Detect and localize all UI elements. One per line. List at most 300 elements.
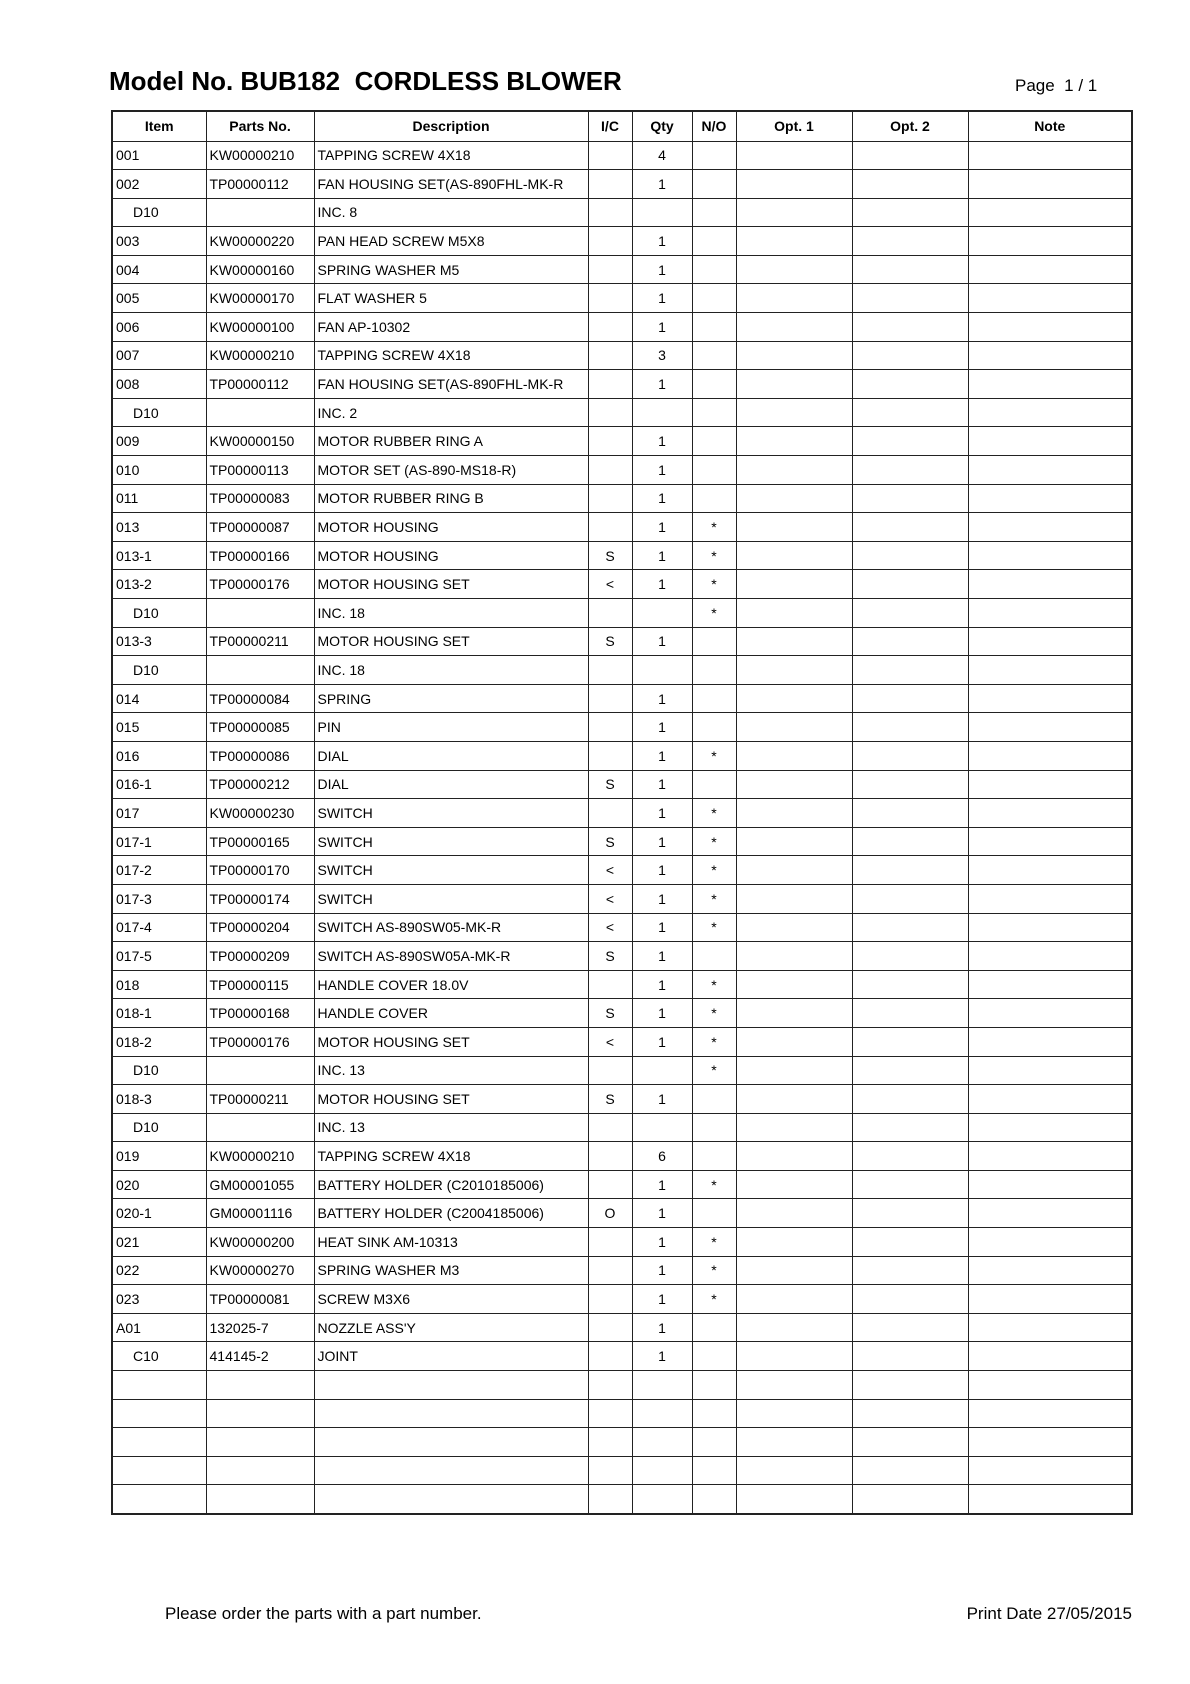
item-cell: 017-2 (112, 856, 206, 885)
qty-cell: 4 (632, 141, 692, 170)
description-cell: MOTOR RUBBER RING B (314, 484, 588, 513)
note-cell (968, 370, 1132, 399)
ic-cell (588, 141, 632, 170)
note-cell (968, 627, 1132, 656)
qty-cell: 1 (632, 942, 692, 971)
note-cell (968, 427, 1132, 456)
table-row (112, 1085, 1132, 1114)
opt2-cell (852, 1285, 968, 1314)
no-cell: * (692, 1056, 736, 1085)
item-cell: 020 (112, 1170, 206, 1199)
description-cell: SPRING WASHER M3 (314, 1256, 588, 1285)
parts-no-cell: 132025-7 (206, 1313, 314, 1342)
item-cell: 020-1 (112, 1199, 206, 1228)
description-cell: TAPPING SCREW 4X18 (314, 141, 588, 170)
opt1-cell (736, 770, 852, 799)
ic-cell: < (588, 913, 632, 942)
parts-no-cell (206, 1113, 314, 1142)
opt1-cell (736, 570, 852, 599)
no-cell (692, 227, 736, 256)
opt2-cell (852, 942, 968, 971)
qty-cell: 1 (632, 827, 692, 856)
qty-cell: 1 (632, 913, 692, 942)
opt2-cell (852, 827, 968, 856)
ic-cell (588, 1285, 632, 1314)
opt2-cell (852, 799, 968, 828)
item-cell: 018-3 (112, 1085, 206, 1114)
parts-no-cell: KW00000210 (206, 341, 314, 370)
table-row (112, 827, 1132, 856)
table-row (112, 1485, 1132, 1514)
item-cell: 017-3 (112, 884, 206, 913)
ic-cell: < (588, 1027, 632, 1056)
qty-cell (632, 656, 692, 685)
description-cell: HANDLE COVER 18.0V (314, 970, 588, 999)
description-cell: INC. 13 (314, 1056, 588, 1085)
item-cell: 013-1 (112, 541, 206, 570)
qty-cell: 1 (632, 970, 692, 999)
table-row (112, 570, 1132, 599)
description-cell: SWITCH (314, 884, 588, 913)
parts-no-cell: GM00001116 (206, 1199, 314, 1228)
order-note: Please order the parts with a part number. (165, 1604, 482, 1623)
description-cell: JOINT (314, 1342, 588, 1371)
qty-cell: 1 (632, 427, 692, 456)
description-cell: FAN HOUSING SET(AS-890FHL-MK-R (314, 370, 588, 399)
no-cell: * (692, 1170, 736, 1199)
item-cell: D10 (112, 1056, 206, 1085)
parts-no-cell: TP00000166 (206, 541, 314, 570)
description-cell: SWITCH (314, 827, 588, 856)
opt2-cell (852, 541, 968, 570)
opt2-cell (852, 456, 968, 485)
item-cell: 021 (112, 1228, 206, 1257)
parts-no-cell: TP00000112 (206, 170, 314, 199)
opt1-cell (736, 741, 852, 770)
ic-cell: S (588, 770, 632, 799)
description-cell (314, 1428, 588, 1457)
parts-no-cell: TP00000081 (206, 1285, 314, 1314)
parts-no-cell: KW00000210 (206, 141, 314, 170)
qty-cell (632, 198, 692, 227)
item-cell: 013 (112, 513, 206, 542)
qty-cell (632, 599, 692, 628)
opt1-cell (736, 970, 852, 999)
description-cell: DIAL (314, 770, 588, 799)
parts-no-cell: TP00000174 (206, 884, 314, 913)
opt1-cell (736, 541, 852, 570)
no-cell (692, 456, 736, 485)
parts-no-cell (206, 1428, 314, 1457)
no-cell (692, 656, 736, 685)
ic-cell: S (588, 999, 632, 1028)
description-cell: INC. 13 (314, 1113, 588, 1142)
ic-cell: < (588, 570, 632, 599)
note-cell (968, 1313, 1132, 1342)
item-cell: 013-3 (112, 627, 206, 656)
parts-no-cell: KW00000150 (206, 427, 314, 456)
opt1-cell (736, 1170, 852, 1199)
opt1-cell (736, 1142, 852, 1171)
qty-cell: 1 (632, 1342, 692, 1371)
opt2-cell (852, 227, 968, 256)
parts-no-cell: TP00000115 (206, 970, 314, 999)
header-row (112, 111, 1132, 141)
table-row (112, 1399, 1132, 1428)
table-row (112, 913, 1132, 942)
parts-no-cell: KW00000230 (206, 799, 314, 828)
opt2-cell (852, 599, 968, 628)
opt2-cell (852, 398, 968, 427)
ic-cell (588, 1342, 632, 1371)
note-cell (968, 856, 1132, 885)
table-row (112, 1170, 1132, 1199)
col-header-opt1: Opt. 1 (736, 111, 852, 141)
opt2-cell (852, 370, 968, 399)
qty-cell: 1 (632, 570, 692, 599)
no-cell: * (692, 999, 736, 1028)
opt2-cell (852, 770, 968, 799)
description-cell: PAN HEAD SCREW M5X8 (314, 227, 588, 256)
qty-cell (632, 1428, 692, 1457)
opt2-cell (852, 1170, 968, 1199)
no-cell (692, 1371, 736, 1400)
ic-cell (588, 170, 632, 199)
item-cell: 017-1 (112, 827, 206, 856)
parts-no-cell (206, 1056, 314, 1085)
table-row (112, 513, 1132, 542)
opt1-cell (736, 398, 852, 427)
no-cell (692, 1113, 736, 1142)
opt2-cell (852, 741, 968, 770)
table-row (112, 713, 1132, 742)
item-cell: 022 (112, 1256, 206, 1285)
ic-cell: < (588, 884, 632, 913)
no-cell (692, 1313, 736, 1342)
parts-no-cell: TP00000176 (206, 570, 314, 599)
no-cell (692, 141, 736, 170)
note-cell (968, 1428, 1132, 1457)
ic-cell (588, 456, 632, 485)
ic-cell: S (588, 627, 632, 656)
note-cell (968, 1142, 1132, 1171)
description-cell (314, 1399, 588, 1428)
col-header-description: Description (314, 111, 588, 141)
parts-no-cell: TP00000112 (206, 370, 314, 399)
opt2-cell (852, 1056, 968, 1085)
qty-cell: 3 (632, 341, 692, 370)
opt1-cell (736, 656, 852, 685)
qty-cell: 1 (632, 170, 692, 199)
qty-cell: 1 (632, 999, 692, 1028)
opt1-cell (736, 1313, 852, 1342)
table-row (112, 1056, 1132, 1085)
table-row (112, 856, 1132, 885)
item-cell: 017-5 (112, 942, 206, 971)
table-row (112, 1428, 1132, 1457)
parts-no-cell (206, 398, 314, 427)
table-row (112, 1285, 1132, 1314)
table-row (112, 884, 1132, 913)
no-cell: * (692, 913, 736, 942)
description-cell: BATTERY HOLDER (C2004185006) (314, 1199, 588, 1228)
description-cell: SCREW M3X6 (314, 1285, 588, 1314)
table-row (112, 427, 1132, 456)
opt1-cell (736, 1228, 852, 1257)
ic-cell: S (588, 827, 632, 856)
parts-no-cell: TP00000204 (206, 913, 314, 942)
opt1-cell (736, 1428, 852, 1457)
opt1-cell (736, 1485, 852, 1514)
ic-cell (588, 684, 632, 713)
description-cell: MOTOR HOUSING SET (314, 570, 588, 599)
item-cell: D10 (112, 198, 206, 227)
table-row (112, 284, 1132, 313)
opt1-cell (736, 684, 852, 713)
parts-no-cell: TP00000212 (206, 770, 314, 799)
note-cell (968, 1085, 1132, 1114)
table-row (112, 942, 1132, 971)
qty-cell: 1 (632, 1256, 692, 1285)
item-cell (112, 1485, 206, 1514)
item-cell: 011 (112, 484, 206, 513)
description-cell: SPRING WASHER M5 (314, 255, 588, 284)
description-cell: SWITCH (314, 799, 588, 828)
note-cell (968, 313, 1132, 342)
table-row (112, 741, 1132, 770)
opt1-cell (736, 913, 852, 942)
parts-no-cell: GM00001055 (206, 1170, 314, 1199)
opt1-cell (736, 427, 852, 456)
no-cell (692, 341, 736, 370)
opt2-cell (852, 627, 968, 656)
opt2-cell (852, 341, 968, 370)
no-cell: * (692, 1228, 736, 1257)
item-cell: 014 (112, 684, 206, 713)
parts-no-cell: TP00000087 (206, 513, 314, 542)
ic-cell (588, 713, 632, 742)
ic-cell (588, 1113, 632, 1142)
opt1-cell (736, 1371, 852, 1400)
parts-no-cell (206, 1456, 314, 1485)
qty-cell: 1 (632, 1170, 692, 1199)
opt2-cell (852, 1085, 968, 1114)
table-row (112, 1142, 1132, 1171)
no-cell (692, 1456, 736, 1485)
no-cell (692, 1399, 736, 1428)
table-row (112, 370, 1132, 399)
table-row (112, 227, 1132, 256)
ic-cell (588, 1228, 632, 1257)
qty-cell: 1 (632, 684, 692, 713)
description-cell: FLAT WASHER 5 (314, 284, 588, 313)
opt1-cell (736, 1085, 852, 1114)
item-cell: 019 (112, 1142, 206, 1171)
qty-cell: 1 (632, 1228, 692, 1257)
item-cell (112, 1428, 206, 1457)
qty-cell (632, 1399, 692, 1428)
opt1-cell (736, 1399, 852, 1428)
description-cell (314, 1456, 588, 1485)
table-row (112, 341, 1132, 370)
note-cell (968, 398, 1132, 427)
item-cell: C10 (112, 1342, 206, 1371)
item-cell: A01 (112, 1313, 206, 1342)
opt1-cell (736, 141, 852, 170)
note-cell (968, 141, 1132, 170)
opt1-cell (736, 1027, 852, 1056)
qty-cell (632, 1456, 692, 1485)
qty-cell (632, 1113, 692, 1142)
no-cell (692, 427, 736, 456)
ic-cell (588, 1056, 632, 1085)
description-cell: INC. 2 (314, 398, 588, 427)
note-cell (968, 599, 1132, 628)
qty-cell: 1 (632, 741, 692, 770)
parts-no-cell: TP00000165 (206, 827, 314, 856)
qty-cell: 1 (632, 1313, 692, 1342)
col-header-item: Item (112, 111, 206, 141)
no-cell: * (692, 541, 736, 570)
description-cell (314, 1371, 588, 1400)
description-cell: DIAL (314, 741, 588, 770)
note-cell (968, 1056, 1132, 1085)
description-cell: MOTOR HOUSING (314, 541, 588, 570)
opt1-cell (736, 284, 852, 313)
no-cell (692, 198, 736, 227)
description-cell: HANDLE COVER (314, 999, 588, 1028)
no-cell (692, 1485, 736, 1514)
item-cell: D10 (112, 398, 206, 427)
description-cell: MOTOR HOUSING SET (314, 1085, 588, 1114)
opt1-cell (736, 341, 852, 370)
col-header-opt2: Opt. 2 (852, 111, 968, 141)
description-cell: SWITCH (314, 856, 588, 885)
description-cell: PIN (314, 713, 588, 742)
parts-no-cell (206, 1371, 314, 1400)
parts-no-cell: KW00000210 (206, 1142, 314, 1171)
table-row (112, 1256, 1132, 1285)
ic-cell (588, 341, 632, 370)
description-cell: MOTOR RUBBER RING A (314, 427, 588, 456)
col-header-ic: I/C (588, 111, 632, 141)
opt2-cell (852, 856, 968, 885)
item-cell: D10 (112, 599, 206, 628)
note-cell (968, 970, 1132, 999)
item-cell: 018-2 (112, 1027, 206, 1056)
note-cell (968, 484, 1132, 513)
opt2-cell (852, 1342, 968, 1371)
opt1-cell (736, 484, 852, 513)
no-cell (692, 170, 736, 199)
table-row (112, 970, 1132, 999)
table-row (112, 770, 1132, 799)
ic-cell (588, 284, 632, 313)
table-row (112, 999, 1132, 1028)
no-cell: * (692, 856, 736, 885)
parts-table (111, 110, 1133, 1515)
item-cell: 003 (112, 227, 206, 256)
note-cell (968, 255, 1132, 284)
table-row (112, 141, 1132, 170)
ic-cell (588, 1399, 632, 1428)
opt1-cell (736, 198, 852, 227)
note-cell (968, 341, 1132, 370)
qty-cell: 1 (632, 227, 692, 256)
opt2-cell (852, 255, 968, 284)
no-cell (692, 1342, 736, 1371)
ic-cell (588, 255, 632, 284)
item-cell: 018 (112, 970, 206, 999)
no-cell (692, 1428, 736, 1457)
note-cell (968, 1371, 1132, 1400)
opt2-cell (852, 656, 968, 685)
parts-no-cell: TP00000086 (206, 741, 314, 770)
note-cell (968, 1485, 1132, 1514)
table-row (112, 255, 1132, 284)
model-title: Model No. BUB182 CORDLESS BLOWER (109, 66, 622, 96)
qty-cell (632, 1371, 692, 1400)
qty-cell: 1 (632, 856, 692, 885)
ic-cell: O (588, 1199, 632, 1228)
item-cell: 010 (112, 456, 206, 485)
opt2-cell (852, 1399, 968, 1428)
no-cell: * (692, 741, 736, 770)
description-cell: SPRING (314, 684, 588, 713)
no-cell (692, 770, 736, 799)
ic-cell (588, 599, 632, 628)
parts-no-cell: TP00000168 (206, 999, 314, 1028)
no-cell (692, 942, 736, 971)
parts-no-cell: TP00000083 (206, 484, 314, 513)
ic-cell (588, 1485, 632, 1514)
no-cell (692, 370, 736, 399)
ic-cell (588, 970, 632, 999)
item-cell: 018-1 (112, 999, 206, 1028)
description-cell: INC. 18 (314, 599, 588, 628)
qty-cell: 1 (632, 1285, 692, 1314)
opt2-cell (852, 884, 968, 913)
table-row (112, 313, 1132, 342)
note-cell (968, 1113, 1132, 1142)
no-cell (692, 484, 736, 513)
item-cell: 009 (112, 427, 206, 456)
col-header-qty: Qty (632, 111, 692, 141)
item-cell (112, 1371, 206, 1400)
description-cell: MOTOR HOUSING SET (314, 627, 588, 656)
opt1-cell (736, 1285, 852, 1314)
opt2-cell (852, 1199, 968, 1228)
print-date: Print Date 27/05/2015 (966, 1604, 1132, 1623)
item-cell: 017-4 (112, 913, 206, 942)
description-cell: MOTOR SET (AS-890-MS18-R) (314, 456, 588, 485)
ic-cell (588, 1256, 632, 1285)
no-cell (692, 684, 736, 713)
opt2-cell (852, 913, 968, 942)
no-cell: * (692, 1285, 736, 1314)
item-cell: 023 (112, 1285, 206, 1314)
ic-cell (588, 370, 632, 399)
opt2-cell (852, 1142, 968, 1171)
parts-no-cell: KW00000270 (206, 1256, 314, 1285)
opt2-cell (852, 684, 968, 713)
page-number: Page 1 / 1 (1015, 76, 1098, 95)
qty-cell: 1 (632, 284, 692, 313)
parts-no-cell: TP00000209 (206, 942, 314, 971)
parts-no-cell: TP00000211 (206, 1085, 314, 1114)
opt1-cell (736, 942, 852, 971)
note-cell (968, 570, 1132, 599)
